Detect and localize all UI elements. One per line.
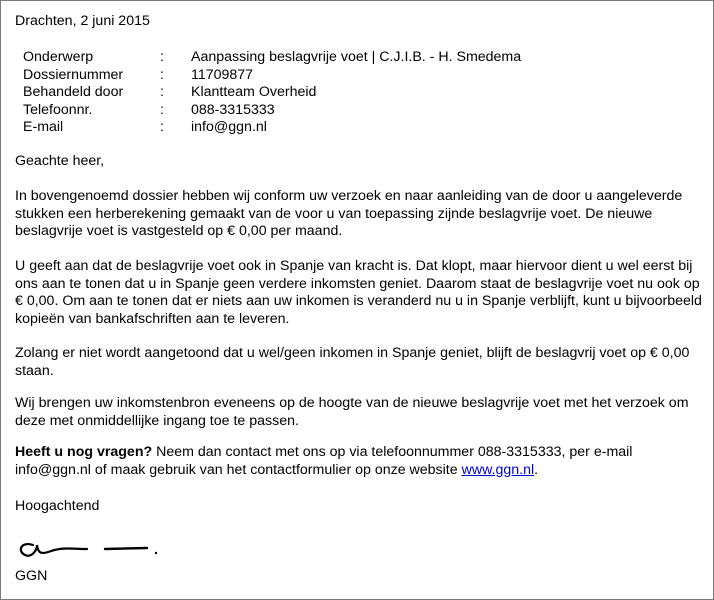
meta-row-email: [23, 119, 583, 137]
meta-label: E-mail: [23, 119, 64, 135]
meta-colon: :: [160, 101, 164, 118]
meta-row-subject: [23, 49, 583, 67]
questions-text: Neem dan contact met ons op via telefoonnummer 088-3315333, per e-mail info@ggn.nl of maak gebruik van het contactformulier op onze website: [15, 444, 633, 478]
closing: Hoogachtend: [15, 498, 100, 514]
paragraph-proof: Zolang er niet wordt aangetoond dat u wel/geen inkomen in Spanje geniet, blijft de beslagvrij voet op € 0,00 staan.: [15, 345, 690, 379]
meta-value: 11709877: [191, 66, 254, 83]
meta-label: Dossiernummer: [23, 66, 124, 83]
questions-heading: Heeft u nog vragen?: [15, 444, 153, 460]
signature: [13, 529, 173, 563]
paragraph-spain: U geeft aan dat de beslagvrije voet ook in Spanje van kracht is. Dat klopt, maar hiervoor dient u wel eerst bij ons aan te tonen dat u in Spanje geen verdere inkomsten geniet. Daarom staat de beslagvrije voet nu ook op € 0,00. Om aan te tonen dat er niets aan uw inkomen is veranderd nu u in Spanje verblijft, kunt u bijvoorbeeld kopieën van bankafschriften aan te leveren.: [15, 258, 702, 327]
meta-row-phone: [23, 102, 583, 120]
meta-row-handled-by: [23, 84, 583, 102]
paragraph-questions: [15, 444, 705, 479]
meta-colon: :: [160, 66, 164, 83]
meta-value: 088-3315333: [191, 101, 275, 118]
meta-label: Onderwerp: [23, 49, 94, 65]
meta-label: Behandeld door: [23, 84, 124, 100]
meta-value: info@ggn.nl: [191, 119, 267, 135]
meta-colon: :: [160, 84, 164, 100]
meta-colon: :: [160, 119, 164, 135]
salutation: Geachte heer,: [15, 153, 105, 169]
paragraph-income-source: Wij brengen uw inkomstenbron eveneens op de hoogte van de nieuwe beslagvrije voet met het verzoek om deze met onmiddellijke ingang toe te passen.: [15, 395, 689, 429]
meta-value: Klantteam Overheid: [191, 84, 317, 100]
meta-colon: :: [160, 49, 164, 65]
letter-meta-block: [23, 49, 583, 137]
meta-label: Telefoonnr.: [23, 101, 93, 118]
website-link[interactable]: www.ggn.nl: [461, 461, 535, 478]
sender-name: GGN: [15, 568, 48, 584]
questions-tail: .: [534, 461, 539, 478]
meta-row-file-number: [23, 67, 583, 85]
meta-value: Aanpassing beslagvrije voet | C.J.I.B. - H. Smedema: [191, 49, 522, 65]
place-date: Drachten, 2 juni 2015: [15, 13, 150, 29]
paragraph-recalculation: In bovengenoemd dossier hebben wij conform uw verzoek en naar aanleiding van de door u aangeleverde stukken een herberekening gemaakt van de voor u van toepassing zijnde beslagvrije voet. De nieuwe beslagvrije voet is vastgesteld op € 0,00 per maand.: [15, 188, 683, 239]
